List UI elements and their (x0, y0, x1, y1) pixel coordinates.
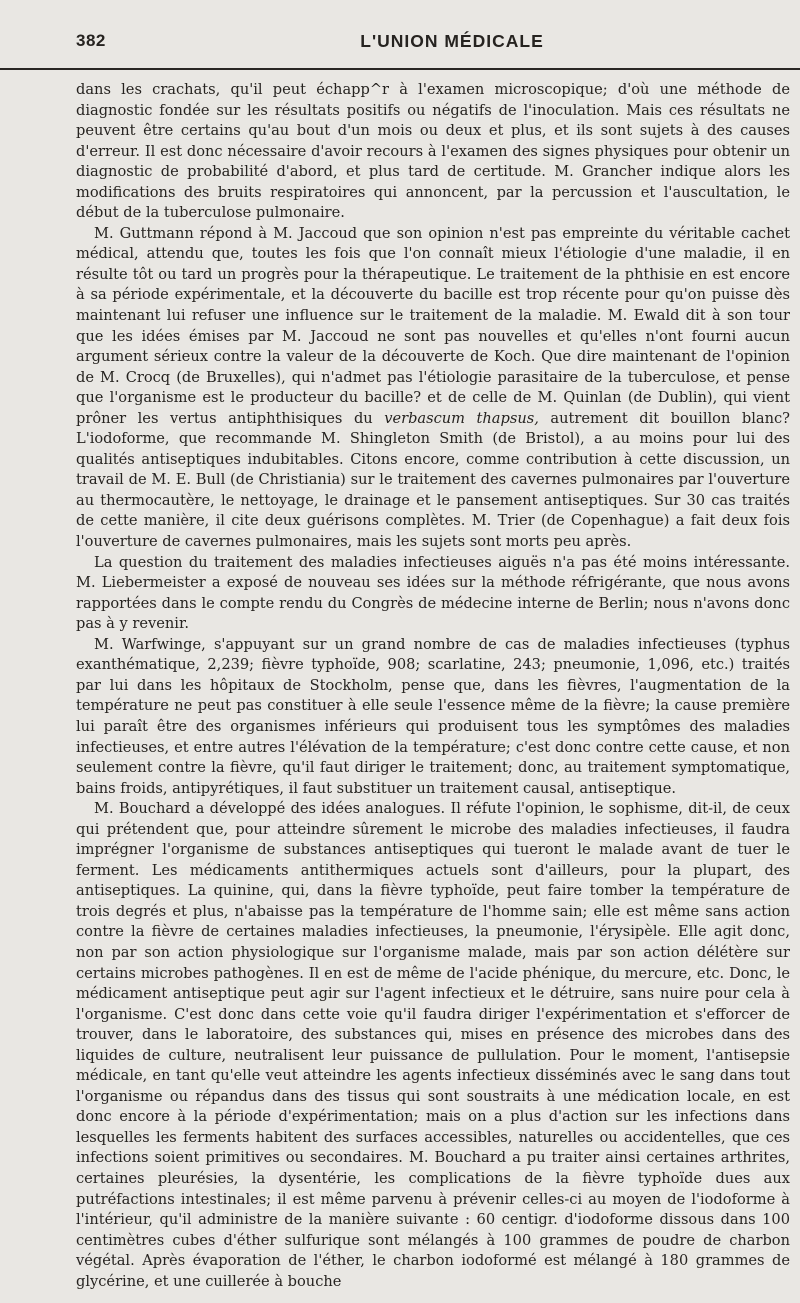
header-rule (0, 68, 800, 70)
body-text (76, 80, 790, 1292)
running-title: L'UNION MÉDICALE (360, 31, 544, 51)
paragraph-3 (76, 553, 790, 635)
paragraph-2 (76, 224, 790, 553)
paragraph-4 (76, 635, 790, 799)
paragraph-5 (76, 799, 790, 1292)
page-number: 382 (76, 31, 106, 50)
paragraph-text: La question du traitement des maladies infectieuses aiguës n'a pas été moins intéressante. M. Liebermeister a exposé de nouveau ses idées sur la méthode réfrigérante, que nous avons rapportées dans le compte rendu du Congrès de médecine interne de Berlin; nous n'avons donc pas à y revenir. (76, 553, 790, 633)
paragraph-text: M. Guttmann répond à M. Jaccoud que son opinion n'est pas empreinte du véritable cachet médical, attendu que, toutes les fois que l'on connaît mieux l'étiologie d'une maladie, il en résulte tôt ou tard un progrès pour la thérapeutique. Le traitement de la phthisie en est encore à sa période expérimentale, et la découverte du bacille est trop récente pour qu'on puisse dès maintenant lui refuser une influence sur le traitement de la maladie. M. Ewald dit à son tour que les idées émises par M. Jaccoud ne sont pas nouvelles et qu'elles n'ont fourni aucun argument sérieux contre la valeur de la découverte de Koch. Que dire maintenant de l'opinion de M. Crocq (de Bruxelles), qui n'admet pas l'étiologie parasitaire de la tuberculose, et pense que l'organisme est le producteur du bacille? et de celle de M. Quinlan (de Dublin), qui vient prôner les vertus antiphthisiques du (76, 224, 790, 427)
page-header (76, 0, 788, 56)
paragraph-text: dans les crachats, qu'il peut échapp^r à l'examen microscopique; d'où une méthode de diagnostic fondée sur les résultats positifs ou négatifs de l'inoculation. Mais ces résultats ne peuvent être certains qu'au bout d'un mois ou deux et plus, et ils sont sujets à des causes d'erreur. Il est donc nécessaire d'avoir recours à l'examen des signes physiques pour obtenir un diagnostic de probabilité d'abord, et plus tard de certitude. M. Grancher indique alors les modifications des bruits respiratoires qui annoncent, par la percussion et l'auscultation, le début de la tuberculose pulmonaire. (76, 81, 790, 222)
latin-plant-name: verbascum thapsus, (384, 409, 539, 427)
paragraph-text: M. Warfwinge, s'appuyant sur un grand nombre de cas de maladies infectieuses (typhus exanthématique, 2,239; fièvre typhoïde, 908; scarlatine, 243; pneumonie, 1,096, etc.) traités par lui dans les hôpitaux de Stockholm, pense que, dans les fièvres, l'augmentation de la température ne peut pas constituer à elle seule l'essence même de la fièvre; la cause première lui paraît être des organismes inférieurs qui produisent tous les symptômes des maladies infectieuses, et entre autres l'élévation de la température; c'est donc contre cette cause, et non seulement contre la fièvre, qu'il faut diriger le traitement; donc, au traitement symptomatique, bains froids, antipyrétiques, il faut substituer un traitement causal, antiseptique. (76, 635, 790, 797)
paragraph-text: M. Bouchard a développé des idées analogues. Il réfute l'opinion, le sophisme, dit-il, de ceux qui prétendent que, pour atteindre sûrement le microbe des maladies infectieuses, il faudra imprégner l'organisme de substances antiseptiques qui tueront le malade avant de tuer le ferment. Les médicaments antithermiques actuels sont d'ailleurs, pour la plupart, des antiseptiques. La quinine, qui, dans la fièvre typhoïde, peut faire tomber la température de trois degrés et plus, n'abaisse pas la température de l'homme sain; elle est même sans action contre la fièvre de certaines maladies infectieuses, la pneumonie, l'érysipèle. Elle agit donc, non par son action physiologique sur l'organisme malade, mais par son action délétère sur certains microbes pathogènes. Il en est de même de l'acide phénique, du mercure, etc. Donc, le médicament antiseptique peut agir sur l'agent infectieux et le détruire, sans nuire pour cela à l'organisme. C'est donc dans cette voie qu'il faudra diriger l'expérimentation et s'efforcer de trouver, dans le laboratoire, des substances qui, mises en présence des microbes dans des liquides de culture, neutralisent leur puissance de pullulation. Pour le moment, l'antisepsie médicale, en tant qu'elle veut atteindre les agents infectieux disséminés avec le sang dans tout l'organisme ou répandus dans des tissus qui sont soustraits à une médication locale, en est donc encore à la période d'expérimentation; mais on a plus d'action sur les infections dans lesquelles les ferments habitent des surfaces accessibles, naturelles ou accidentelles, que ces infections soient primitives ou secondaires. M. Bouchard a pu traiter ainsi certaines arthrites, certaines pleurésies, la dysentérie, les complications de la fièvre typhoïde dues aux putréfactions intestinales; il est même parvenu à prévenir celles-ci au moyen de l'iodoforme à l'intérieur, qu'il administre de la manière suivante : 60 centigr. d'iodoforme dissous dans 100 centimètres cubes d'éther sulfurique sont mélangés à 100 grammes de poudre de charbon végétal. Après évaporation de l'éther, le charbon iodoformé est mélangé à 180 grammes de glycérine, et une cuillerée à bouche (76, 800, 790, 1290)
paragraph-text-continued: autrement dit bouillon blanc? L'iodoforme, que recommande M. Shingleton Smith (de Bristol), a au moins pour lui des qualités antiseptiques indubitables. Citons encore, comme contribution à cette discussion, un travail de M. E. Bull (de Christiania) sur le traitement des cavernes pulmonaires par l'ouverture au thermocautère, le nettoyage, le drainage et le pansement antiseptiques. Sur 30 cas traités de cette manière, il cite deux guérisons complètes. M. Trier (de Copenhague) a fait deux fois l'ouverture de cavernes pulmonaires, mais les sujets sont morts peu après. (76, 409, 790, 551)
paragraph-1 (76, 80, 790, 224)
